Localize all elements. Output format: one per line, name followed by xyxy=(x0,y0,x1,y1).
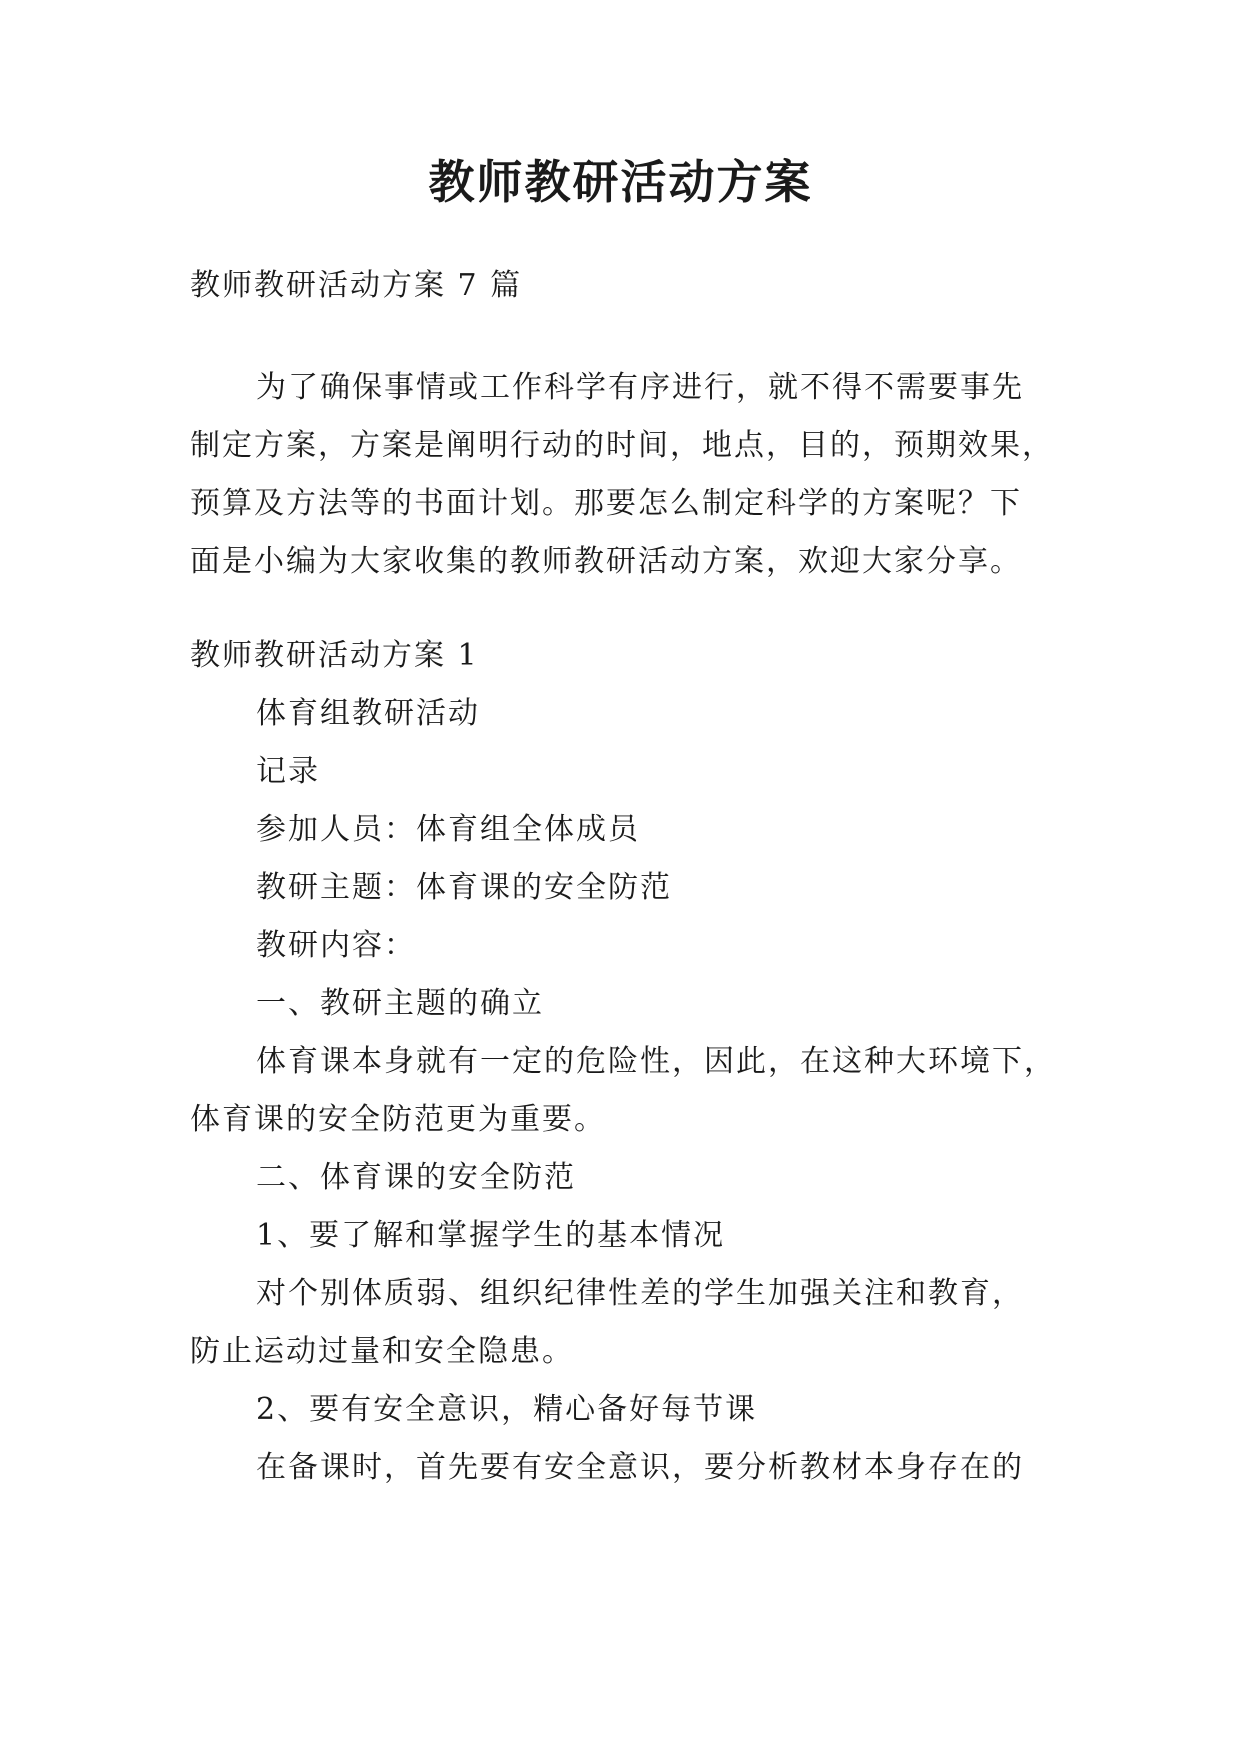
body-line: 1、要了解和掌握学生的基本情况 xyxy=(256,1218,726,1253)
body-line: 在备课时，首先要有安全意识，要分析教材本身存在的 xyxy=(256,1450,1024,1485)
body-line: 对个别体质弱、组织纪律性差的学生加强关注和教育， xyxy=(256,1276,1024,1311)
intro-line: 为了确保事情或工作科学有序进行，就不得不需要事先 xyxy=(256,370,1024,405)
body-line: 体育课的安全防范更为重要。 xyxy=(190,1102,606,1137)
body-line: 教研主题：体育课的安全防范 xyxy=(256,870,672,905)
body-line: 体育课本身就有一定的危险性，因此，在这种大环境下， xyxy=(256,1044,1056,1079)
body-line: 记录 xyxy=(256,754,320,789)
intro-line: 制定方案，方案是阐明行动的时间，地点，目的，预期效果， xyxy=(190,428,1054,463)
intro-line: 预算及方法等的书面计划。那要怎么制定科学的方案呢？下 xyxy=(190,486,1022,521)
body-line: 教研内容： xyxy=(256,928,416,963)
document-subtitle: 教师教研活动方案 7 篇 xyxy=(190,268,523,303)
body-line: 体育组教研活动 xyxy=(256,696,480,731)
document-title: 教师教研活动方案 xyxy=(428,155,813,209)
body-line: 参加人员：体育组全体成员 xyxy=(256,812,640,847)
body-line: 二、体育课的安全防范 xyxy=(256,1160,576,1195)
section-heading: 教师教研活动方案 1 xyxy=(190,638,479,673)
body-line: 防止运动过量和安全隐患。 xyxy=(190,1334,574,1369)
body-line: 一、教研主题的确立 xyxy=(256,986,544,1021)
intro-line: 面是小编为大家收集的教师教研活动方案，欢迎大家分享。 xyxy=(190,544,1022,579)
body-line: 2、要有安全意识，精心备好每节课 xyxy=(256,1392,758,1427)
